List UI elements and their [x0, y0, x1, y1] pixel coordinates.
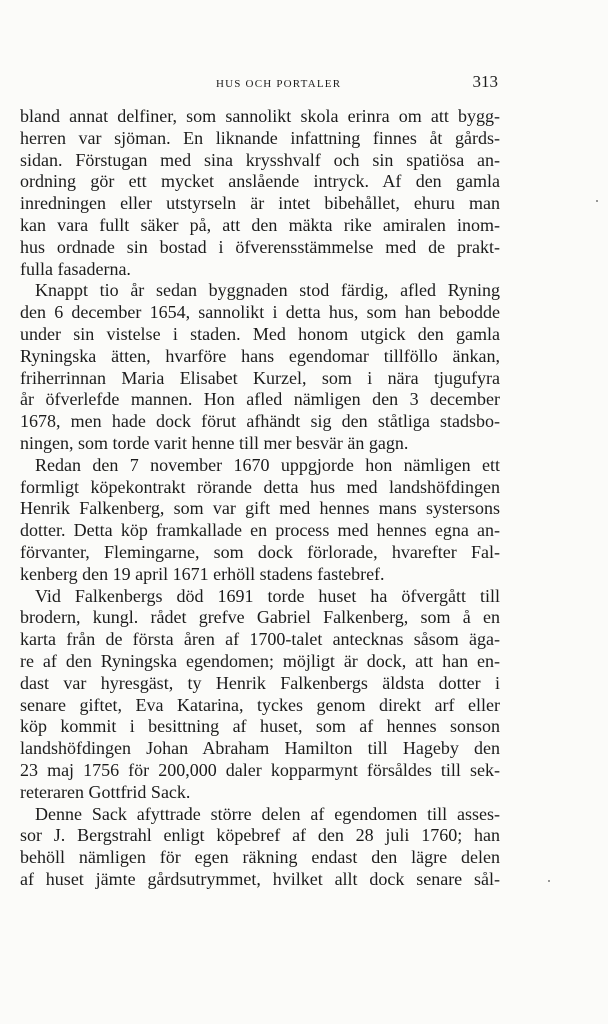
text-line: Vid Falkenbergs död 1691 torde huset ha öfvergått till	[35, 585, 500, 606]
text-line: reteraren Gottfrid Sack.	[20, 781, 191, 802]
text-line: Redan den 7 november 1670 uppgjorde hon nämligen ett	[35, 454, 500, 475]
text-line: dast var hyresgäst, ty Henrik Falkenbergs äldsta dotter i	[20, 672, 500, 693]
text-line: ningen, som torde varit henne till mer besvär än gagn.	[20, 432, 409, 453]
text-line: hus ordnade sin bostad i öfverensstämmelse med de prakt-	[20, 236, 500, 257]
text-line: Denne Sack afyttrade större delen af egendomen till asses-	[35, 803, 500, 824]
page-number: 313	[472, 72, 498, 91]
text-line: landshöfdingen Johan Abraham Hamilton till Hageby den	[20, 738, 500, 759]
text-line: brodern, kungl. rådet grefve Gabriel Falkenberg, som å en	[20, 607, 500, 628]
text-line: bland annat delfiner, som sannolikt skola erinra om att bygg-	[20, 106, 500, 126]
scan-speck	[596, 200, 598, 202]
text-line: Ryningska ätten, hvarföre hans egendomar tillföllo änkan,	[20, 345, 500, 366]
text-line: ordning gör ett mycket anslående intryck. Af den gamla	[20, 171, 500, 192]
text-line: 23 maj 1756 för 200,000 daler kopparmynt försåldes till sek-	[20, 759, 500, 780]
running-title: HUS OCH PORTALER	[216, 78, 342, 90]
text-line: senare giftet, Eva Katarina, tyckes genom direkt arf eller	[20, 694, 500, 715]
page-header	[20, 72, 500, 102]
body-text	[20, 106, 500, 891]
text-line: Henrik Falkenberg, som var gift med hennes mans systersons	[20, 498, 500, 519]
text-line: formligt köpekontrakt rörande detta hus med landshöfdingen	[20, 476, 500, 497]
text-line: år öfverlefde mannen. Hon afled nämligen den 3 december	[20, 389, 500, 410]
text-line: under sin vistelse i staden. Med honom utgick den gamla	[20, 323, 500, 344]
text-line: karta från de första åren af 1700-talet antecknas såsom äga-	[20, 629, 500, 650]
text-line: köp kommit i besittning af huset, som af hennes sonson	[20, 716, 500, 737]
text-line: dotter. Detta köp framkallade en process med hennes egna an-	[20, 520, 500, 541]
text-line: fulla fasaderna.	[20, 258, 131, 279]
text-line: friherrinnan Maria Elisabet Kurzel, som i nära tjugufyra	[20, 367, 500, 388]
text-line: herren var sjöman. En liknande infattning finnes åt gårds-	[20, 127, 500, 148]
text-line: 1678, men hade dock förut afhändt sig den ståtliga stadsbo-	[20, 411, 500, 432]
scan-speck	[548, 880, 550, 882]
text-line: sidan. Förstugan med sina krysshvalf och sin spatiösa an-	[20, 149, 500, 170]
text-line: förvanter, Flemingarne, som dock förlorade, hvarefter Fal-	[20, 541, 500, 562]
text-line: inredningen eller utstyrseln är intet bibehållet, ehuru man	[20, 193, 500, 214]
text-line: af huset jämte gårdsutrymmet, hvilket allt dock senare sål-	[20, 868, 500, 889]
text-line: sor J. Bergstrahl enligt köpebref af den 28 juli 1760; han	[20, 825, 500, 846]
text-line: kenberg den 19 april 1671 erhöll stadens fastebref.	[20, 563, 385, 584]
text-line: Knappt tio år sedan byggnaden stod färdig, afled Ryning	[35, 280, 500, 301]
text-line: re af den Ryningska egendomen; möjligt är dock, att han en-	[20, 650, 500, 671]
text-line: kan vara fullt säker på, att den mäkta rike amiralen inom-	[20, 214, 500, 235]
text-line: behöll nämligen för egen räkning endast den lägre delen	[20, 847, 500, 868]
text-line: den 6 december 1654, sannolikt i detta hus, som han bebodde	[20, 302, 500, 323]
